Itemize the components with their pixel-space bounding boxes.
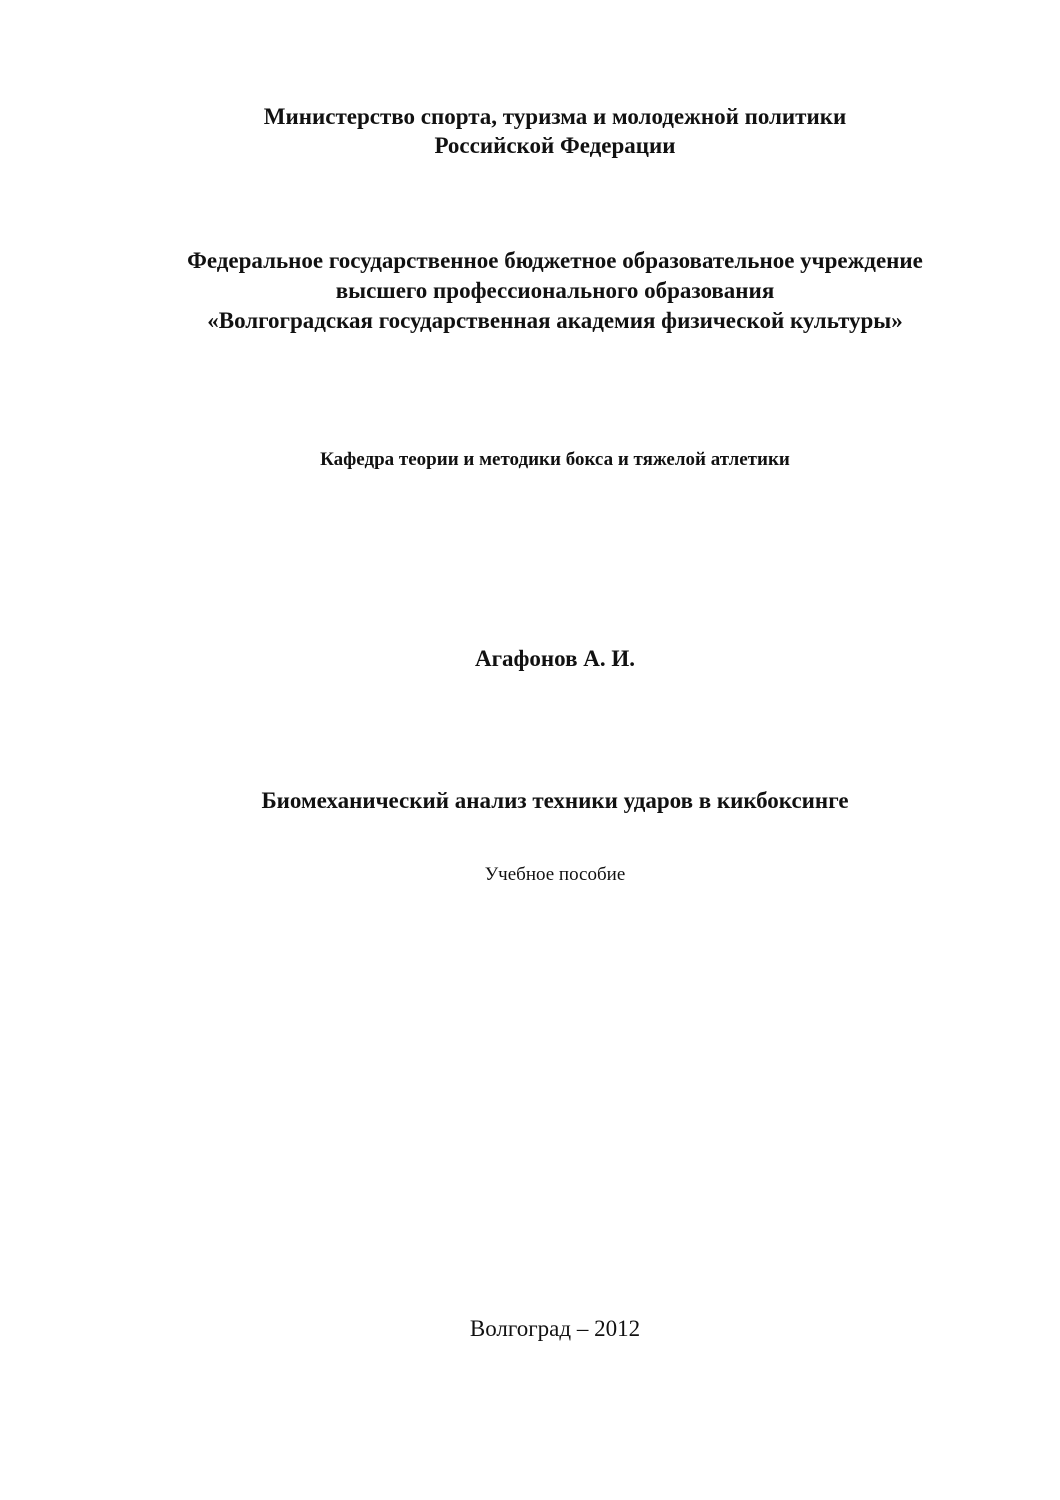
place-and-year: Волгоград – 2012 [469,1316,641,1341]
department-name: Кафедра теории и методики бокса и тяжелой атлетики [320,449,790,470]
institution-line-2: высшего профессионального образования [335,278,775,303]
institution-line-3: «Волгоградская государственная академия физической культуры» [207,308,903,333]
ministry-line-2: Российской Федерации [434,133,676,158]
document-title: Биомеханический анализ техники ударов в кикбоксинге [261,788,849,813]
institution-line-1: Федеральное государственное бюджетное образовательное учреждение [187,248,923,273]
ministry-line-1: Министерство спорта, туризма и молодежной политики [263,104,847,129]
author-name: Агафонов А. И. [474,646,636,671]
document-subtitle: Учебное пособие [484,864,626,885]
